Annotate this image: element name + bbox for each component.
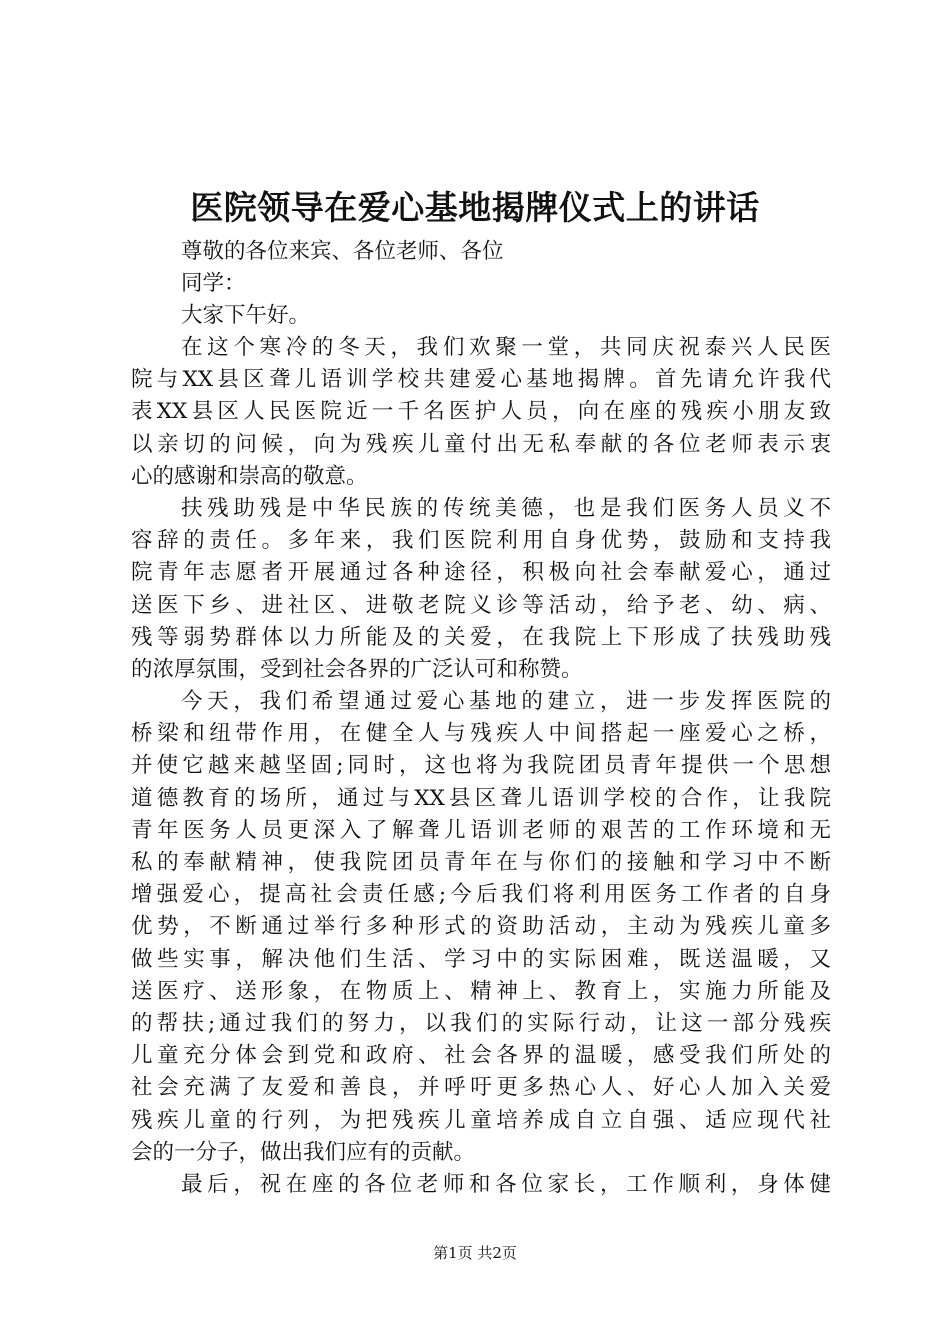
paragraph-4	[131, 1169, 831, 1201]
paragraph-1	[131, 332, 831, 493]
paragraph-line: 院与XX县区聋儿语训学校共建爱心基地揭牌。首先请允许我代	[131, 367, 831, 393]
paragraph-line: 并使它越来越坚固;同时，这也将为我院团员青年提供一个思想	[131, 753, 831, 779]
paragraph-line: 最后，祝在座的各位老师和各位家长，工作顺利，身体健	[181, 1172, 831, 1197]
salutation-line-1: 尊敬的各位来宾、各位老师、各位	[181, 239, 504, 264]
paragraph-line: 表XX县区人民医院近一千名医护人员，向在座的残疾小朋友致	[131, 399, 831, 425]
paragraph-line: 扶残助残是中华民族的传统美德，也是我们医务人员义不	[181, 496, 831, 521]
paragraph-2	[131, 493, 831, 686]
paragraph-line: 残疾儿童的行列，为把残疾儿童培养成自立自强、适应现代社	[131, 1107, 831, 1133]
salutation-line-2: 同学：	[181, 271, 246, 296]
paragraph-line: 桥梁和纽带作用，在健全人与残疾人中间搭起一座爱心之桥，	[131, 721, 831, 747]
paragraph-line: 道德教育的场所，通过与XX县区聋儿语训学校的合作，让我院	[131, 785, 831, 811]
paragraph-line: 心的感谢和崇高的敬意。	[131, 463, 368, 489]
paragraph-line: 送医下乡、进社区、进敬老院义诊等活动，给予老、幼、病、	[131, 592, 831, 618]
page-footer: 第1页 共2页	[433, 1244, 517, 1262]
paragraph-line: 的帮扶;通过我们的努力，以我们的实际行动，让这一部分残疾	[131, 1011, 831, 1037]
paragraph-line: 社会充满了友爱和善良，并呼吁更多热心人、好心人加入关爱	[131, 1075, 831, 1101]
paragraph-line: 做些实事，解决他们生活、学习中的实际困难，既送温暖，又	[131, 946, 831, 972]
paragraph-3	[131, 686, 831, 1169]
greeting: 大家下午好。	[181, 303, 311, 328]
paragraph-line: 优势，不断通过举行多种形式的资助活动，主动为残疾儿童多	[131, 914, 831, 940]
paragraph-line: 以亲切的问候，向为残疾儿童付出无私奉献的各位老师表示衷	[131, 431, 831, 457]
paragraph-line: 送医疗、送形象，在物质上、精神上、教育上，实施力所能及	[131, 978, 831, 1004]
paragraph-line: 增强爱心，提高社会责任感;今后我们将利用医务工作者的自身	[131, 882, 831, 908]
document-title: 医院领导在爱心基地揭牌仪式上的讲话	[190, 188, 760, 227]
paragraph-line: 院青年志愿者开展通过各种途径，积极向社会奉献爱心，通过	[131, 560, 831, 586]
paragraph-line: 的浓厚氛围，受到社会各界的广泛认可和称赞。	[131, 657, 583, 683]
paragraph-line: 在这个寒冷的冬天，我们欢聚一堂，共同庆祝泰兴人民医	[181, 335, 831, 360]
paragraph-line: 残等弱势群体以力所能及的关爱，在我院上下形成了扶残助残	[131, 624, 831, 650]
paragraph-line: 青年医务人员更深入了解聋儿语训老师的艰苦的工作环境和无	[131, 817, 831, 843]
paragraph-line: 容辞的责任。多年来，我们医院利用自身优势，鼓励和支持我	[131, 528, 831, 554]
paragraph-line: 今天，我们希望通过爱心基地的建立，进一步发挥医院的	[181, 689, 831, 714]
paragraph-line: 会的一分子，做出我们应有的贡献。	[131, 1139, 476, 1165]
paragraph-line: 私的奉献精神，使我院团员青年在与你们的接触和学习中不断	[131, 850, 831, 876]
paragraph-line: 儿童充分体会到党和政府、社会各界的温暖，感受我们所处的	[131, 1043, 831, 1069]
